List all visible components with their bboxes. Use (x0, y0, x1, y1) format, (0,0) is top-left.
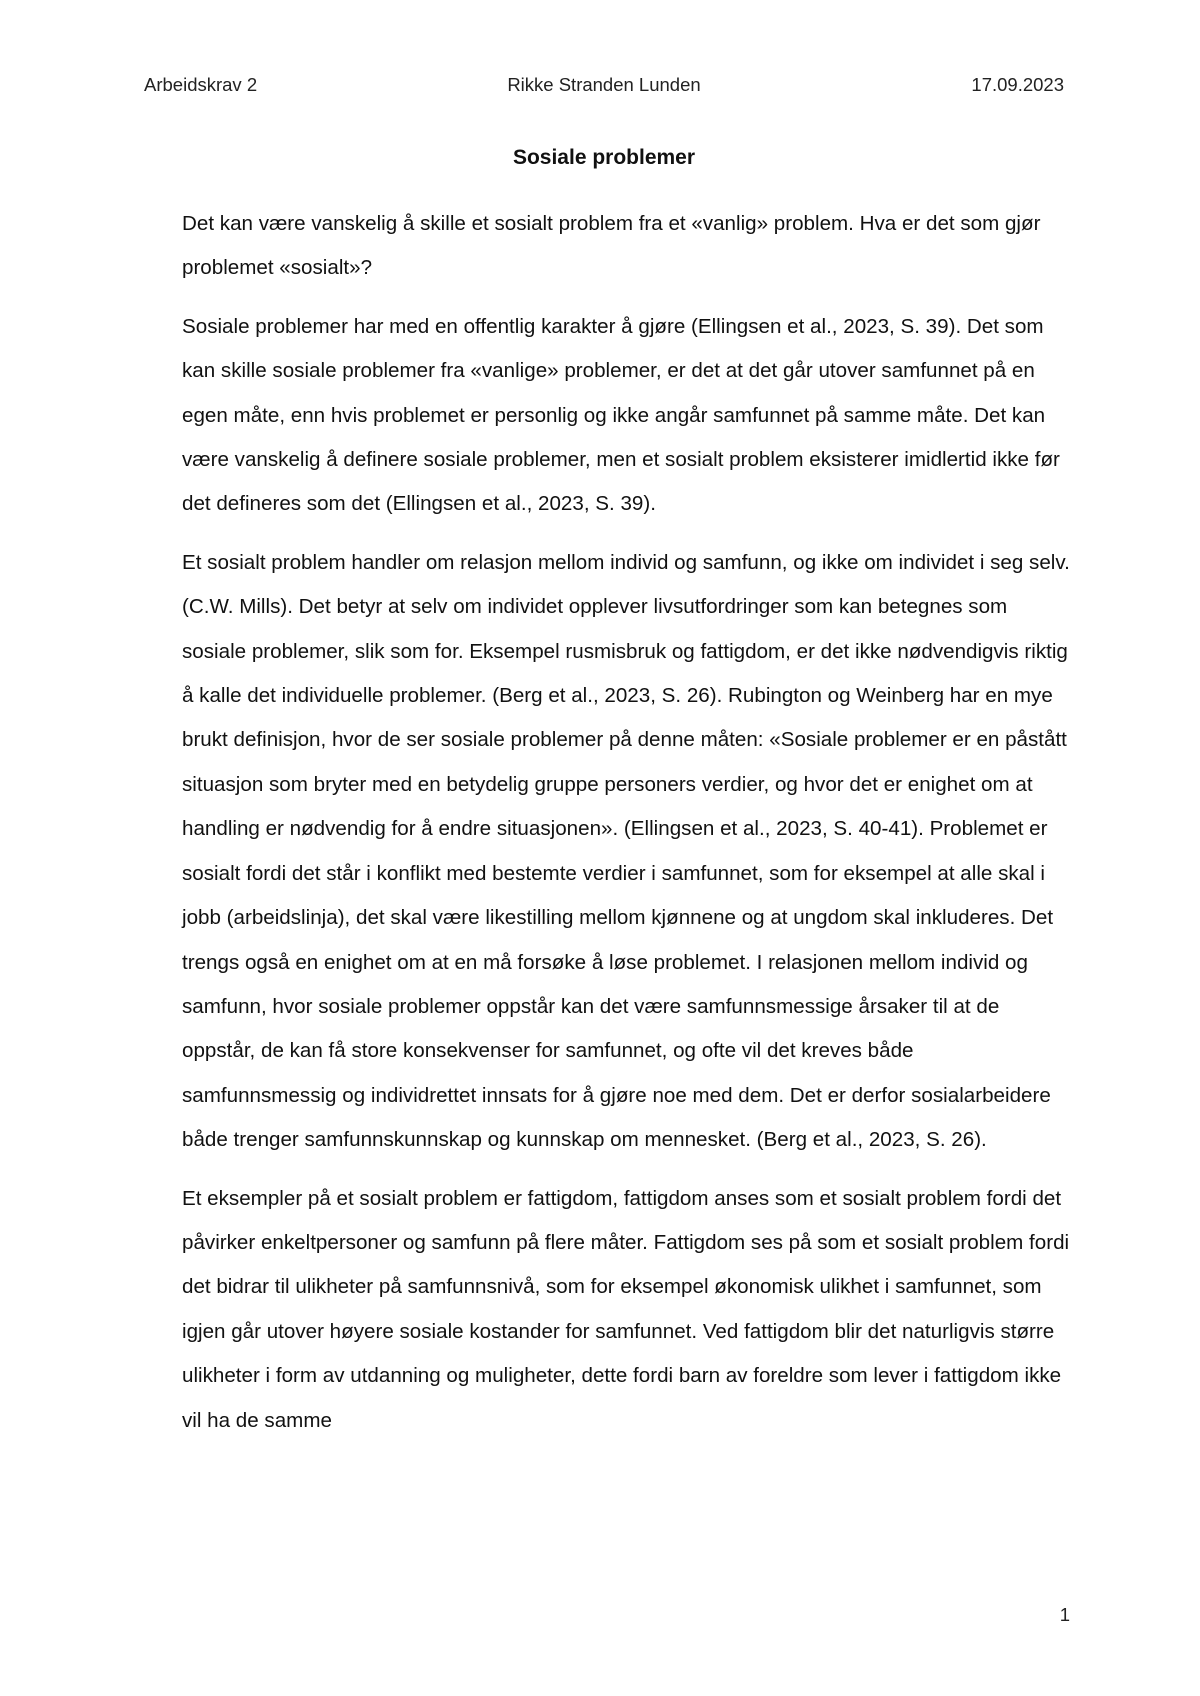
header-date: 17.09.2023 (971, 74, 1064, 95)
document-body (182, 202, 1072, 1457)
paragraph-2: Sosiale problemer har med en offentlig karakter å gjøre (Ellingsen et al., 2023, S. 39). Det som kan skille sosiale problemer fra «vanlige» problemer, er det at det går utover samfunnet på en egen måte, enn hvis problemet er personlig og ikke angår samfunnet på samme måte. Det kan være vanskelig å definere sosiale problemer, men et sosialt problem eksisterer imidlertid ikke før det defineres som det (Ellingsen et al., 2023, S. 39). (182, 314, 1060, 516)
paragraph-3: Et sosialt problem handler om relasjon mellom individ og samfunn, og ikke om individet i seg selv. (C.W. Mills). Det betyr at selv om individet opplever livsutfordringer som kan betegnes som sosiale problemer, slik som for. Eksempel rusmisbruk og fattigdom, er det ikke nødvendigvis riktig å kalle det individuelle problemer. (Berg et al., 2023, S. 26). Rubington og Weinberg har en mye brukt definisjon, hvor de ser sosiale problemer på denne måten: «Sosiale problemer er en påstått situasjon som bryter med en betydelig gruppe personers verdier, og hvor det er enighet om at handling er nødvendig for å endre situasjonen». (Ellingsen et al., 2023, S. 40-41). Problemet er sosialt fordi det står i konflikt med bestemte verdier i samfunnet, som for eksempel at alle skal i jobb (arbeidslinja), det skal være likestilling mellom kjønnene og at ungdom skal inkluderes. Det trengs også en enighet om at en må forsøke å løse problemet. I relasjonen mellom individ og samfunn, hvor sosiale problemer oppstår kan det være samfunnsmessige årsaker til at de oppstår, de kan få store konsekvenser for samfunnet, og ofte vil det kreves både samfunnsmessig og individrettet innsats for å gjøre noe med dem. Det er derfor sosialarbeidere både trenger samfunnskunnskap og kunnskap om mennesket. (Berg et al., 2023, S. 26). (182, 550, 1070, 1152)
document-title: Sosiale problemer (512, 146, 696, 169)
paragraph-4: Et eksempler på et sosialt problem er fattigdom, fattigdom anses som et sosialt problem fordi det påvirker enkeltpersoner og samfunn på flere måter. Fattigdom ses på som et sosialt problem fordi det bidrar til ulikheter på samfunnsnivå, som for eksempel økonomisk ulikhet i samfunnet, som igjen går utover høyere sosiale kostander for samfunnet. Ved fattigdom blir det naturligvis større ulikheter i form av utdanning og muligheter, dette fordi barn av foreldre som lever i fattigdom ikke vil ha de samme (182, 1186, 1070, 1432)
page-number: 1 (1059, 1604, 1070, 1625)
header-author-name: Rikke Stranden Lunden (507, 74, 701, 95)
page-header (144, 74, 1064, 104)
paragraph-1: Det kan være vanskelig å skille et sosialt problem fra et «vanlig» problem. Hva er det som gjør problemet «sosialt»? (182, 212, 1041, 280)
header-assignment-label: Arbeidskrav 2 (144, 74, 258, 95)
